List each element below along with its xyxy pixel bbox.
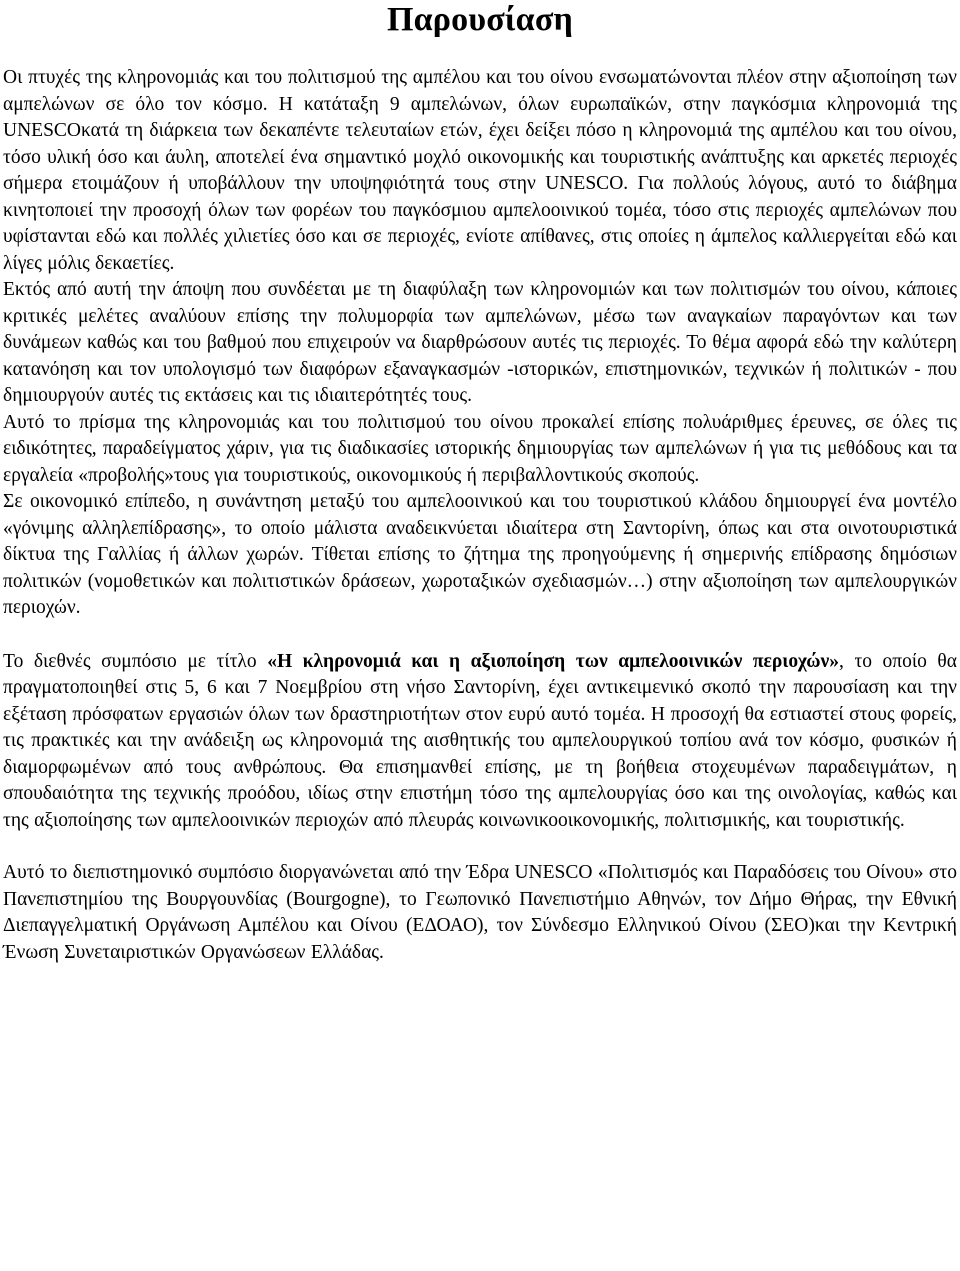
page-title: Παρουσίαση	[386, 1, 574, 38]
paragraph-economic: Σε οικονομικό επίπεδο, η συνάντηση μεταξύ του αμπελοοινικού και του τουριστικού κλάδου δημιουργεί ένα μοντέλο «γόνιμης αλληλεπίδρασης», το οποίο μάλιστα αναδεικνύεται ιδιαίτερα στη Σαντορίνη, όπως και στα οινοτουριστικά δίκτυα της Γαλλίας ή άλλων χωρών. Τίθεται επίσης το ζήτημα της προηγούμενης ή σημερινής επίδρασης δημόσιων πολιτικών (νομοθετικών και πολιτιστικών δράσεων, χωροταξικών σχεδιασμών…) στην αξιοποίηση των αμπελουργικών περιοχών.	[3, 491, 957, 618]
paragraph-prism: Αυτό το πρίσμα της κληρονομιάς και του πολιτισμού του οίνου προκαλεί επίσης πολυάριθμες έρευνες, σε όλες τις ειδικότητες, παραδείγματος χάριν, για τις διαδικασίες ιστορικής δημιουργίας των αμπελώνων ή για τις μεθόδους και τα εργαλεία «προβολής»τους για τουριστικούς, οικονομικούς ή περιβαλλοντικούς σκοπούς.	[3, 411, 957, 486]
paragraph-organizers: Αυτό το διεπιστημονικό συμπόσιο διοργανώνεται από την Έδρα UNESCO «Πολιτισμός και Παραδόσεις του Οίνου» στο Πανεπιστημίου της Βουργουνδίας (Bourgogne), το Γεωπονικό Πανεπιστήμιο Αθηνών, τον Δήμο Θήρας, την Εθνική Διεπαγγελματική Οργάνωση Αμπέλου και Οίνου (ΕΔΟΑΟ), τον Σύνδεσμο Ελληνικού Οίνου (ΣΕΟ)και την Κεντρική Ένωση Συνεταιριστικών Οργανώσεων Ελλάδας.	[3, 862, 957, 963]
paragraph-symposium	[3, 649, 957, 835]
document-body	[3, 65, 957, 966]
symposium-title: «Η κληρονομιά και η αξιοποίηση των αμπελοοινικών περιοχών»	[267, 650, 840, 672]
symposium-description: , το οποίο θα πραγματοποιηθεί στις 5, 6 και 7 Νοεμβρίου στη νήσο Σαντορίνη, έχει αντικειμενικό σκοπό την παρουσίαση και την εξέταση πρόσφατων εργασιών όλων των δραστηριοτήτων στον ευρύ αυτό τομέα. Η προσοχή θα εστιαστεί στους φορείς, τις πρακτικές και την ανάδειξη ως κληρονομιά της αισθητικής του αμπελουργικού τοπίου ανά τον κόσμο, φυσικών ή διαμορφωμένων από τους ανθρώπους. Θα επισημανθεί επίσης, με τη βοήθεια στοχευμένων παραδειγμάτων, η σπουδαιότητα της τεχνικής προόδου, ιδίως στην επιστήμη τόσο της αμπελουργίας όσο και της οινολογίας, καθώς και της αξιοποίησης των αμπελοοινικών περιοχών από πλευράς κοινωνικοοικονομικής, πολιτισμικής, και τουριστικής.	[3, 650, 957, 831]
symposium-intro: Το διεθνές συμπόσιο με τίτλο	[3, 650, 268, 672]
document-page	[3, 0, 957, 966]
paragraph-intro: Οι πτυχές της κληρονομιάς και του πολιτισμού της αμπέλου και του οίνου ενσωματώνονται πλέον στην αξιοποίηση των αμπελώνων σε όλο τον κόσμο. Η κατάταξη 9 αμπελώνων, όλων ευρωπαϊκών, στην παγκόσμια κληρονομιά της UNESCOκατά τη διάρκεια των δεκαπέντε τελευταίων ετών, έχει δείξει πόσο η κληρονομιά της αμπέλου και του οίνου, τόσο υλική όσο και άυλη, αποτελεί ένα σημαντικό μοχλό οικονομικής και τουριστικής ανάπτυξης και αρκετές περιοχές σήμερα ετοιμάζουν ή υποβάλλουν την υποψηφιότητά τους στην UNESCO. Για πολλούς λόγους, αυτό το διάβημα κινητοποιεί την προσοχή όλων των φορέων του παγκόσμιου αμπελοοινικού τομέα, τόσο στις περιοχές αμπελώνων που υφίστανται εδώ και πολλές χιλιετίες όσο και σε περιοχές, ενίοτε απίθανες, στις οποίες η άμπελος καλλιεργείται εδώ και λίγες μόλις δεκαετίες.	[3, 67, 957, 274]
paragraph-viewpoint: Εκτός από αυτή την άποψη που συνδέεται με τη διαφύλαξη των κληρονομιών και των πολιτισμών του οίνου, κάποιες κριτικές μελέτες αναλύουν επίσης την πολυμορφία των αμπελώνων, μέσω των αναγκαίων παραγόντων και των δυνάμεων καθώς και του βαθμού που επιχειρούν να διαρθρώσουν αυτές τις περιοχές. Το θέμα αφορά εδώ την καλύτερη κατανόηση και τον υπολογισμό των διαφόρων εξαναγκασμών -ιστορικών, επιστημονικών, τεχνικών ή πολιτικών - που δημιουργούν αυτές τις εκτάσεις και τις ιδιαιτερότητές τους.	[3, 279, 957, 406]
